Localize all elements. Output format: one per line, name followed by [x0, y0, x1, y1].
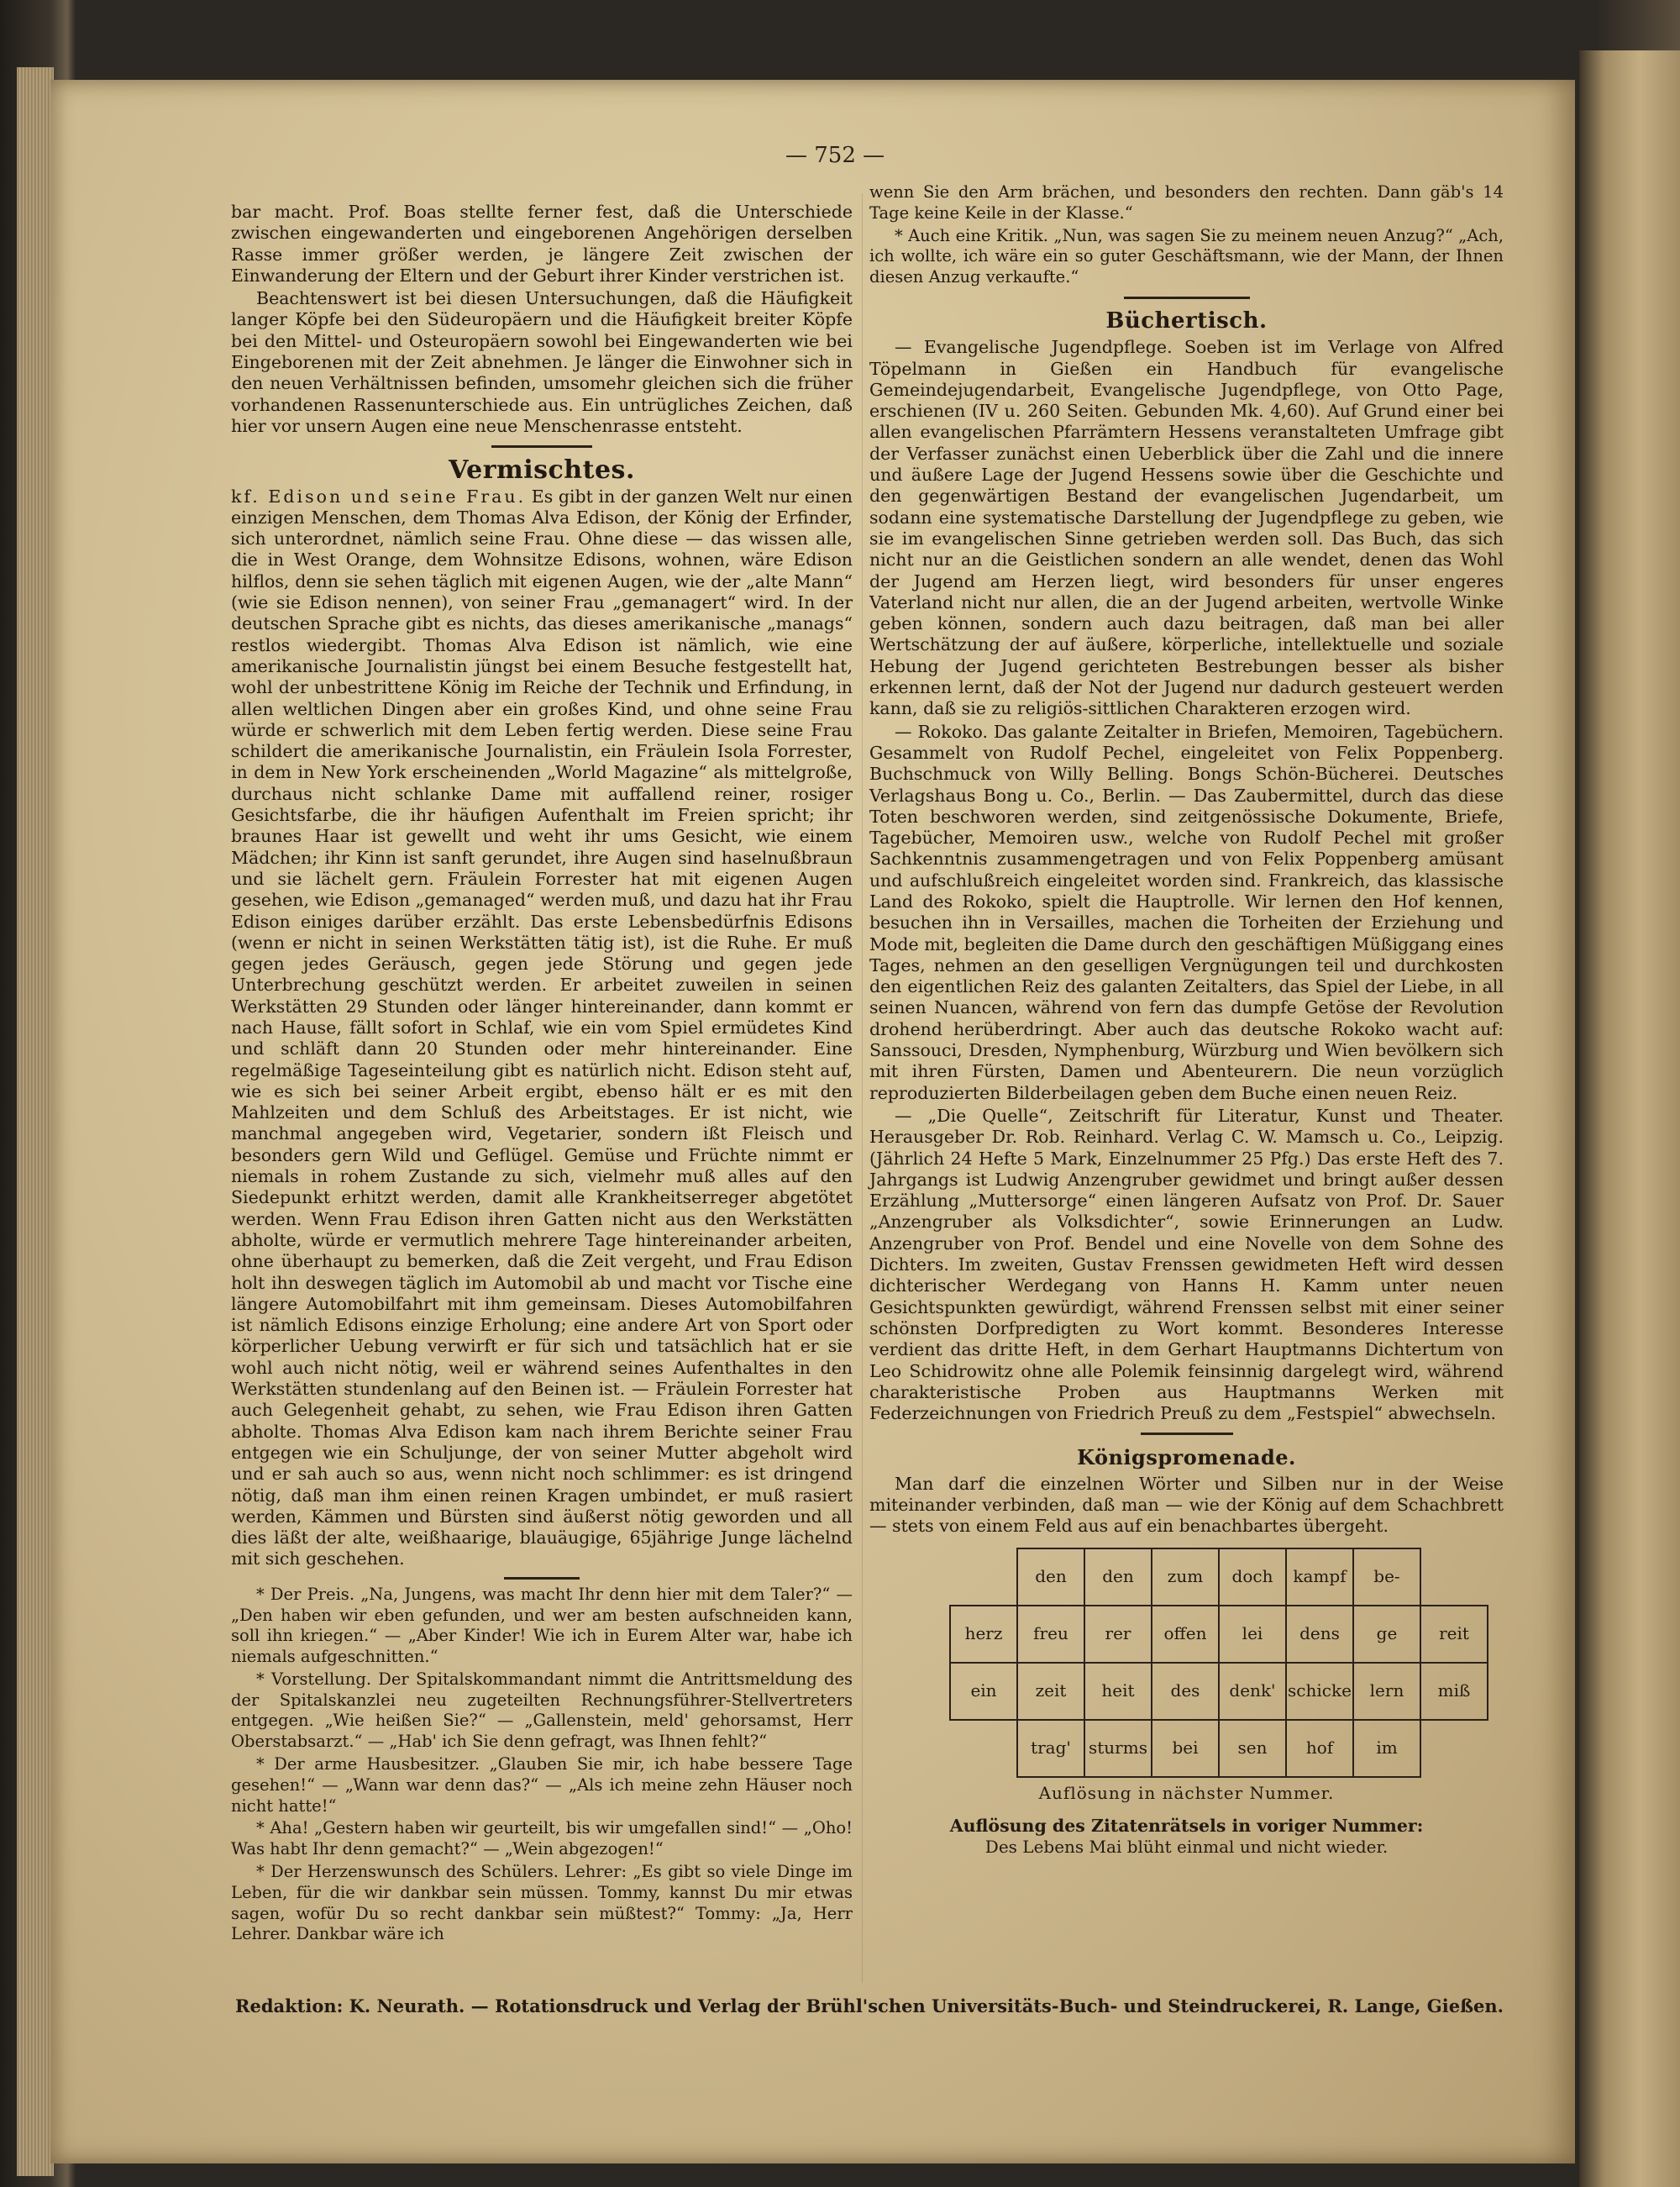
section-heading-buechertisch: Büchertisch.: [1105, 308, 1268, 334]
puzzle-cell: lei: [1219, 1606, 1286, 1663]
puzzle-cell: reit: [1420, 1606, 1488, 1663]
review-jugendpflege: — Evangelische Jugendpflege. Soeben ist im Verlage von Alfred Töpelmann in Gießen ein Handbuch für evangelische Gemeindejugendarbeit, Evangelische Jugendpflege, von Otto Page, erschienen (IV u. 260 Seiten. Gebunden Mk. 4,60). Auf Grund einer bei allen evangelischen Pfarrämtern Hessens veranstalteten Umfrage gibt der Verfasser zunächst einen Ueberblick über die Zahl und die innere und äußere Lage der Jugend Hessens sowie über die Geschichte und den gegenwärtigen Bestand der evangelischen Jugendarbeit, um sodann eine systematische Darstellung der Jugendpflege zu geben, wie sie im evangelischen Sinne getrieben werden soll. Das Buch, das sich nicht nur an die Geistlichen sondern an alle wendet, denen das Wohl der Jugend am Herzen liegt, wird besonders für unser engeres Vaterland nicht nur allen, die an der Jugend arbeiten, wertvolle Winke geben können, sondern auch dazu beitragen, daß man bei aller Wertschätzung der auf äußere, körperliche, intellektuelle und soziale Hebung der Jugend gerichteten Bestrebungen besser als bisher erkennen lernt, daß der Not der Jugend nur dadurch gesteuert werden kann, daß sie zu religiös-sittlichen Charakteren erzogen wird.: [869, 337, 1504, 719]
puzzle-cell: ein: [950, 1663, 1017, 1720]
solution-text: Des Lebens Mai blüht einmal und nicht wieder.: [984, 1837, 1389, 1858]
joke-hausbesitzer: * Der arme Hausbesitzer. „Glauben Sie mir, ich habe bessere Tage gesehen!“ — „Wann war denn das?“ — „Als ich meine zehn Häuser noch nicht hatte!“: [231, 1754, 853, 1816]
article-edison: [231, 486, 853, 1570]
section-rule: [491, 445, 592, 448]
puzzle-cell: herz: [950, 1606, 1017, 1663]
puzzle-cell: be-: [1353, 1548, 1420, 1606]
article-boas-conclusion: Beachtenswert ist bei diesen Untersuchungen, daß die Häufigkeit langer Köpfe bei den Südeuropäern und die Häufigkeit breiter Köpfe bei den Mittel- und Osteuropäern sowohl bei Eingewanderten wie bei Eingeborenen mit der Zeit abnehmen. Je länger die Einwohner sich in den neuen Verhältnissen befinden, umsomehr gleichen sich die früher vorhandenen Rassenunterschiede aus. Ein untrügliches Zeichen, daß hier vor unsern Augen eine neue Menschenrasse entsteht.: [231, 288, 853, 436]
puzzle-cell: schicke: [1286, 1663, 1353, 1720]
puzzle-cell: denk': [1219, 1663, 1286, 1720]
article-edison-lead: kf. Edison und seine Frau.: [231, 486, 527, 507]
jokes-rule: [504, 1577, 580, 1580]
article-edison-body: Es gibt in der ganzen Welt nur einen einzigen Menschen, dem Thomas Alva Edison, der König der Erfinder, sich unterordnet, nämlich seine Frau. Ohne diese — das wissen alle, die in West Orange, dem Wohnsitze Edisons, wohnen, wäre Edison hilflos, denn sie sehen täglich mit eigenen Augen, wie der „alte Mann“ (wie sie Edison nennen), von seiner Frau „gemanagert“ wird. In der deutschen Sprache gibt es nichts, das dieses amerikanische „manags“ restlos wiedergibt. Thomas Alva Edison ist nämlich, wie eine amerikanische Journalistin jüngst bei einem Besuche festgestellt hat, wohl der unbestrittene König im Reiche der Technik und Erfindung, in allen weltlichen Dingen aber ein großes Kind, und ohne seine Frau würde er schwerlich mit dem Leben fertig werden. Diese seine Frau schildert die amerikanische Journalistin, ein Fräulein Isola Forrester, in dem in New York erscheinenden „World Magazine“ als mittelgroße, durchaus nicht schlanke Dame mit auffallend reiner, rosiger Gesichtsfarbe, die ihr häufigen Aufenthalt im Freien spricht; ihr braunes Haar ist gewellt und weht ihr ums Gesicht, wie einem Mädchen; ihr Kinn ist sanft gerundet, ihre Augen sind haselnußbraun und sie lächelt gern. Fräulein Forrester hat mit eigenen Augen gesehen, wie Edison „gemanaged“ werden muß, und dazu hat ihr Frau Edison einiges darüber erzählt. Das erste Lebensbedürfnis Edisons (wenn er nicht in seinen Werkstätten tätig ist), ist die Ruhe. Er muß gegen jedes Geräusch, gegen jede Störung und gegen jede Unterbrechung geschützt werden. Er arbeitet zuweilen in seinen Werkstätten 29 Stunden oder länger hintereinander, dann kommt er nach Hause, fällt sofort in Schlaf, wie ein vom Spiel ermüdetes Kind und schläft dann 20 Stunden oder mehr hintereinander. Eine regelmäßige Tageseinteilung gibt es natürlich nicht. Edison steht auf, wie es sich bei seiner Arbeit ergibt, ebenso hält er es mit den Mahlzeiten und dem Schluß des Arbeitstages. Er ist nicht, wie manchmal angegeben wird, Vegetarier, sondern ißt Fleisch und besonders gern Wild und Geflügel. Gemüse und Früchte nimmt er niemals in rohem Zustande zu sich, vielmehr muß alles auf den Siedepunkt erhitzt werden, damit alle Krankheitserreger abgetötet werden. Wenn Frau Edison ihren Gatten nicht aus den Werkstätten abholte, würde er vermutlich mehrere Tage hintereinander arbeiten, ohne überhaupt zu bemerken, daß die Zeit vergeht, und Frau Edison holt ihn deswegen täglich im Automobil ab und macht vor Tische eine längere Automobilfahrt mit ihm gemeinsam. Dieses Automobilfahren ist nämlich Edisons einzige Erholung; eine andere Art von Sport oder körperlicher Uebung verwirft er für sich und tatsächlich hat er sie wohl auch nicht nötig, weil er während seines Aufenthaltes in den Werkstätten stundenlang auf den Beinen ist. — Fräulein Forrester hat auch Gelegenheit gehabt, zu sehen, wie Frau Edison ihren Gatten abholte. Thomas Alva Edison kam nach ihrem Berichte seiner Frau entgegen wie ein Schuljunge, der von seiner Mutter abgeholt wird und er sah auch so aus, wenn nicht noch schlimmer: es ist dringend nötig, daß man ihm einen reinen Kragen umbindet, er muß rasiert werden, Kämmen und Bürsten sind äußerst nötig geworden und all dies läßt der alte, weißhaarige, blauäugige, 65jährige Junge lächelnd mit sich geschehen.: [231, 486, 853, 1569]
review-rokoko: — Rokoko. Das galante Zeitalter in Briefen, Memoiren, Tagebüchern. Gesammelt von Rudolf Pechel, eingeleitet von Felix Poppenberg. Buchschmuck von Willy Belling. Bongs Schön-Bücherei. Deutsches Verlagshaus Bong u. Co., Berlin. — Das Zaubermittel, durch das diese Toten beschworen werden, sind zeitgenössische Dokumente, Briefe, Tagebücher, Memoiren usw., welche von Rudolf Pechel mit großer Sachkenntnis zusammengetragen und von Felix Poppenberg amüsant und aufschlußreich eingeleitet worden sind. Frankreich, das klassische Land des Rokoko, spielt die Hauptrolle. Wir lernen den Hof kennen, besuchen ihn in Versailles, machen die Torheiten der Erziehung und Mode mit, begleiten die Dame durch den geschäftigen Müßiggang eines Tages, nehmen an den geselligen Vergnügungen teil und durchkosten den eigentlichen Reiz des galanten Zeitalters, das Spiel der Liebe, in all seinen Nuancen, während von fern das dumpfe Getöse der Revolution drohend herüberdringt. Aber auch das deutsche Rokoko wacht auf: Sanssouci, Dresden, Nymphenburg, Würzburg und Wien bevölkern sich mit ihren Fürsten, Damen und Abenteurern. Die neun vorzüglich reproduzierten Bilderbeilagen geben dem Buche einen neuen Reiz.: [869, 721, 1504, 1103]
puzzle-cell: lern: [1353, 1663, 1420, 1720]
puzzle-cell: zeit: [1017, 1663, 1084, 1720]
puzzle-cell-empty: [950, 1548, 1017, 1606]
puzzle-caption: Auflösung in nächster Nummer.: [1038, 1782, 1335, 1803]
puzzle-cell: offen: [1152, 1606, 1219, 1663]
puzzle-cell: zum: [1152, 1548, 1219, 1606]
puzzle-rule: [1141, 1433, 1233, 1435]
puzzle-row-1: [950, 1548, 1488, 1606]
puzzle-cell: doch: [1219, 1548, 1286, 1606]
joke-aha: * Aha! „Gestern haben wir geurteilt, bis wir umgefallen sind!“ — „Oho! Was habt Ihr denn gemacht?“ — „Wein abgezogen!“: [231, 1818, 853, 1859]
puzzle-cell: bei: [1152, 1720, 1219, 1777]
puzzle-grid: [949, 1548, 1488, 1778]
imprint-footer: Redaktion: K. Neurath. — Rotationsdruck und Verlag der Brühl'schen Universitäts-Buch- und Steindruckerei, R. Lange, Gießen.: [235, 1995, 1504, 2016]
puzzle-cell: den: [1017, 1548, 1084, 1606]
puzzle-row-3: [950, 1663, 1488, 1720]
puzzle-cell: sturms: [1084, 1720, 1152, 1777]
joke-kritik: * Auch eine Kritik. „Nun, was sagen Sie zu meinem neuen Anzug?“ „Ach, ich wollte, ich wäre ein so guter Geschäftsmann, wie der Mann, der Ihnen diesen Anzug verkaufte.“: [869, 225, 1504, 287]
joke-vorstellung: * Vorstellung. Der Spitalskommandant nimmt die Antrittsmeldung des der Spitalskanzlei neu zugeteilten Rechnungsführer-Stellvertreters entgegen. „Wie heißen Sie?“ — „Gallenstein, meld' gehorsamst, Herr Oberstabsarzt.“ — „Hab' ich Sie denn gefragt, was Ihnen fehlt?“: [231, 1669, 853, 1752]
article-boas-end: bar macht. Prof. Boas stellte ferner fest, daß die Unterschiede zwischen eingewanderten und eingeborenen Angehörigen derselben Rasse immer größer werden, je längere Zeit zwischen der Einwanderung der Eltern und der Geburt ihrer Kinder verstrichen ist.: [231, 202, 853, 286]
puzzle-cell-empty: [1420, 1720, 1488, 1777]
puzzle-cell: den: [1084, 1548, 1152, 1606]
puzzle-cell: kampf: [1286, 1548, 1353, 1606]
puzzle-cell: miß: [1420, 1663, 1488, 1720]
puzzle-cell: hof: [1286, 1720, 1353, 1777]
puzzle-row-4: [950, 1720, 1488, 1777]
column-divider: [862, 193, 863, 1983]
left-column: [231, 202, 853, 1947]
puzzle-cell: im: [1353, 1720, 1420, 1777]
joke-continuation: wenn Sie den Arm brächen, und besonders den rechten. Dann gäb's 14 Tage keine Keile in der Klasse.“: [869, 182, 1504, 223]
puzzle-cell: sen: [1219, 1720, 1286, 1777]
puzzle-cell-empty: [950, 1720, 1017, 1777]
puzzle-cell: freu: [1017, 1606, 1084, 1663]
right-column: [869, 182, 1504, 1858]
puzzle-cell-empty: [1420, 1548, 1488, 1606]
puzzle-cell: des: [1152, 1663, 1219, 1720]
puzzle-cell: dens: [1286, 1606, 1353, 1663]
section-heading-vermischtes: Vermischtes.: [449, 455, 635, 486]
joke-herzenswunsch: * Der Herzenswunsch des Schülers. Lehrer: „Es gibt so viele Dinge im Leben, für die wir dankbar sein müssen. Tommy, kannst Du mir etwas sagen, wofür Du so recht dankbar sein müßtest?“ Tommy: „Ja, Herr Lehrer. Dankbar wäre ich: [231, 1862, 853, 1944]
joke-der-preis: * Der Preis. „Na, Jungens, was macht Ihr denn hier mit dem Taler?“ — „Den haben wir eben gefunden, und wer am besten aufschneiden kann, soll ihn kriegen.“ — „Aber Kinder! Wie ich in Eurem Alter war, habe ich niemals aufgeschnitten.“: [231, 1584, 853, 1667]
section-rule-right: [1124, 297, 1250, 299]
solution-title: Auflösung des Zitatenrätsels in voriger Nummer:: [949, 1815, 1424, 1836]
puzzle-cell: heit: [1084, 1663, 1152, 1720]
book-gutter: [1579, 50, 1680, 2187]
puzzle-heading: Königspromenade.: [1077, 1445, 1296, 1470]
puzzle-cell: ge: [1353, 1606, 1420, 1663]
puzzle-cell: rer: [1084, 1606, 1152, 1663]
review-die-quelle: — „Die Quelle“, Zeitschrift für Literatur, Kunst und Theater. Herausgeber Dr. Rob. Reinhard. Verlag C. W. Mamsch u. Co., Leipzig. (Jährlich 24 Hefte 5 Mark, Einzelnummer 25 Pfg.) Das erste Heft des 7. Jahrgangs ist Ludwig Anzengruber gewidmet und bringt außer dessen Erzählung „Muttersorge“ einen längeren Aufsatz von Prof. Dr. Sauer „Anzengruber als Volksdichter“, sowie Erinnerungen an Ludw. Anzengruber von Prof. Bendel und eine Novelle von dem Sohne des Dichters. Im zweiten, Gustav Frenssen gewidmeten Heft wird dessen dichterischer Werdegang von Hanns H. Kamm unter neuen Gesichtspunkten gewürdigt, während Frenssen selbst mit einer seiner schönsten Dorfpredigten zu Wort kommt. Besonderes Interesse verdient das dritte Heft, in dem Gerhart Hauptmanns Dichtertum von Leo Schidrowitz ohne alle Polemik feinsinnig dargelegt wird, während charakteristische Proben aus Hauptmanns Werken mit Federzeichnungen von Friedrich Preuß zu dem „Festspiel“ abwechseln.: [869, 1105, 1504, 1424]
puzzle-instructions: Man darf die einzelnen Wörter und Silben nur in der Weise miteinander verbinden, daß man — wie der König auf dem Schachbrett — stets von einem Feld aus auf ein benachbartes übergeht.: [869, 1473, 1504, 1537]
puzzle-cell: trag': [1017, 1720, 1084, 1777]
puzzle-row-2: [950, 1606, 1488, 1663]
book-page-edges: [17, 67, 54, 2176]
page-number: — 752 —: [785, 143, 885, 168]
